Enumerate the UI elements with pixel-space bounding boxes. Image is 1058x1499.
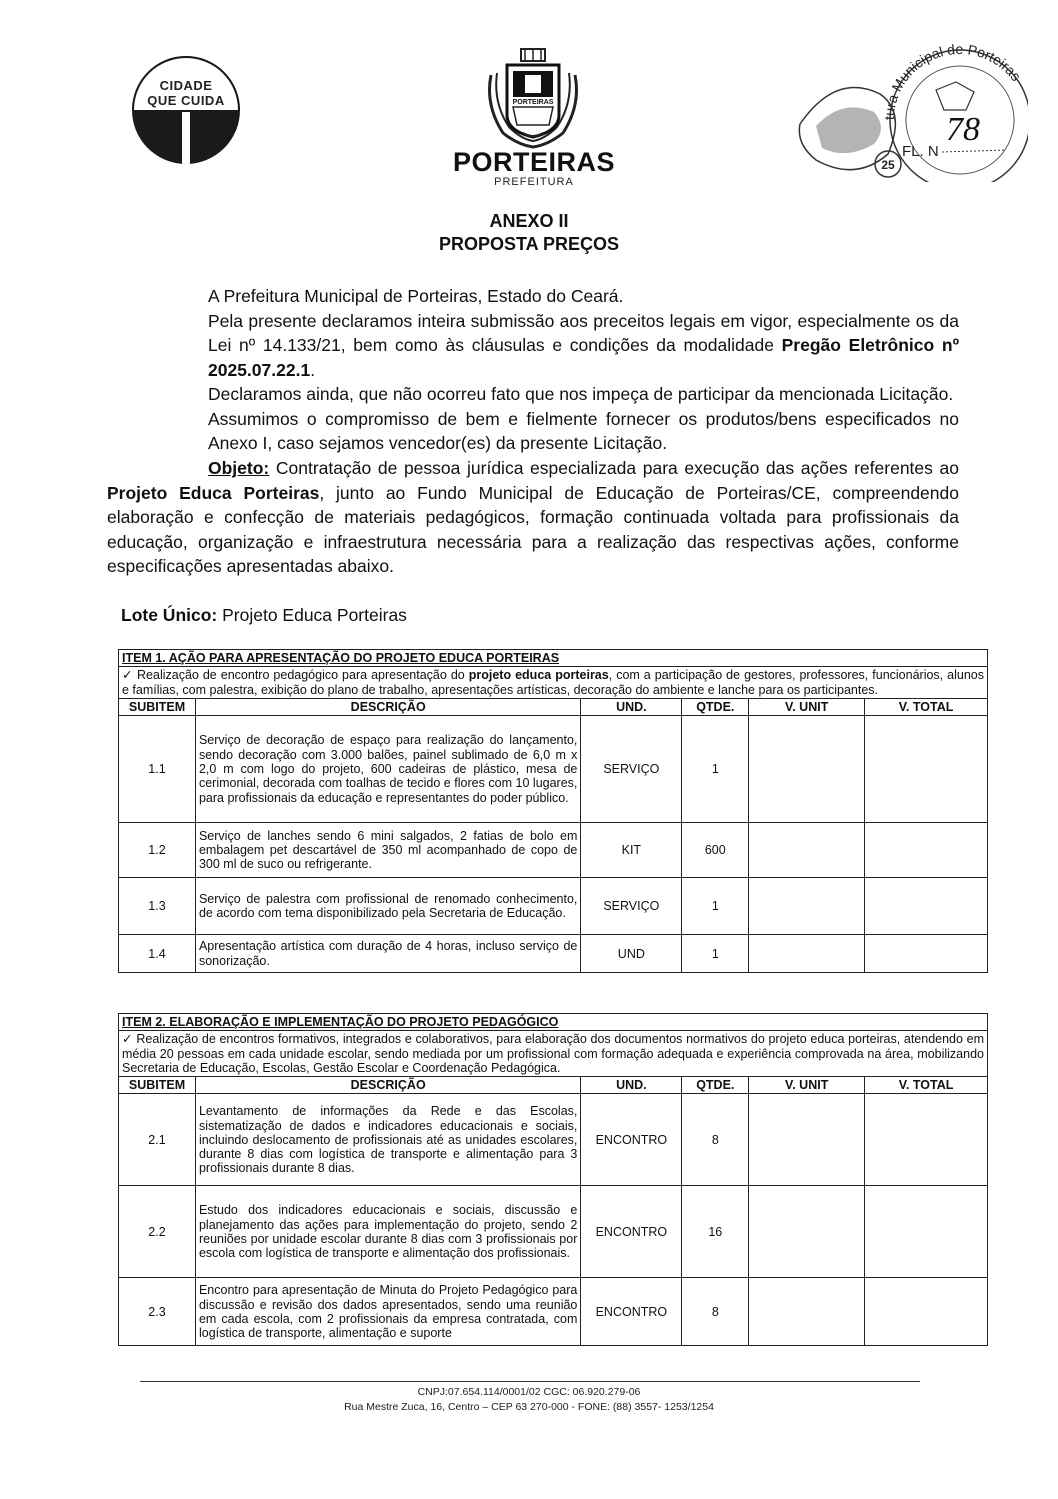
table-row: 2.2 Estudo dos indicadores educacionais e sociais, discussão e planejamento das ações para implementação do projeto, sendo 2 reuniões por unidade escolar durante 8 dias com 3 profissionais por escola com logística de transporte e alimentação dos profissionais. ENCONTRO 16 (119, 1186, 988, 1278)
intro-line1: A Prefeitura Municipal de Porteiras, Estado do Ceará. (208, 286, 624, 306)
footer-cnpj: CNPJ:07.654.114/0001/02 CGC: 06.920.279-06 (417, 1386, 641, 1398)
stamp-fl: FL. N (902, 143, 939, 160)
intro-paragraph4: Assumimos o compromisso de bem e fielmente fornecer os produtos/bens especificados no Anexo I, caso sejamos vencedor(es) da presente Licitação. (208, 408, 959, 453)
item2-note: ✓ Realização de encontros formativos, integrados e colaborativos, para elaboração dos documentos normativos do projeto educa porteiras, atendendo em média 20 pessoas em cada unidade escolar, sendo mediada por um profissional com formação adequada e experiência comprovada na área, mobilizando Secretaria de Educação, Escolas, Gestão Escolar e Coordenação Pedagógica. (119, 1031, 988, 1077)
seal-left-line2: QUE CUIDA (147, 93, 225, 108)
table-header-row: SUBITEM DESCRIÇÃO UND. QTDE. V. UNIT V. TOTAL (119, 698, 988, 715)
objeto-project-name: Projeto Educa Porteiras (107, 482, 320, 503)
stamp-signature: 78 (946, 111, 980, 148)
cidade-que-cuida-seal (132, 56, 242, 166)
footer-address: Rua Mestre Zuca, 16, Centro – CEP 63 270-000 - FONE: (88) 3557- 1253/1254 (344, 1401, 714, 1413)
brand-sub: PREFEITURA (494, 176, 574, 188)
footer-divider (140, 1381, 920, 1382)
municipal-stamp (796, 32, 1028, 182)
item2-title: ITEM 2. ELABORAÇÃO E IMPLEMENTAÇÃO DO PROJETO PEDAGÓGICO (119, 1014, 988, 1031)
pregao-number: Pregão Eletrônico nº 2025.07.22.1 (208, 335, 959, 380)
annex-subtitle: PROPOSTA PREÇOS (438, 234, 620, 254)
check-icon: ✓ (122, 1032, 133, 1047)
intro-text (107, 284, 959, 456)
item1-title: ITEM 1. AÇÃO PARA APRESENTAÇÃO DO PROJETO EDUCA PORTEIRAS (119, 650, 988, 667)
brand-block (448, 148, 620, 188)
intro-paragraph3: Declaramos ainda, que não ocorreu fato que nos impeça de participar da mencionada Licitação. (208, 384, 954, 404)
item2-table (118, 1013, 988, 1346)
objeto-paragraph: Objeto: Contratação de pessoa jurídica especializada para execução das ações referentes ao Projeto Educa Porteiras, junto ao Fundo Municipal de Educação de Porteiras/CE, compreendendo elaboração e confecção de materiais pedagógicos, formação continuada voltada para profissionais da educação, organização e infraestrutura necessária para a realização das respectivas ações, conforme especificações apresentadas abaixo. (107, 458, 959, 576)
table-row: 2.3 Encontro para apresentação de Minuta do Projeto Pedagógico para discussão e revisão dos dados apresentados, sendo uma reunião em cada escola, com 2 profissionais da empresa contratada, com logística de transporte, alimentação e suporte ENCONTRO 8 (119, 1278, 988, 1346)
lote-unico: Lote Único: Projeto Educa Porteiras (121, 605, 407, 625)
table-row: 1.3 Serviço de palestra com profissional de renomado conhecimento, de acordo com tema disponibilizado pela Secretaria de Educação. SERVIÇO 1 (119, 878, 988, 935)
svg-text:PORTEIRAS: PORTEIRAS (512, 99, 554, 106)
item1-table (118, 649, 988, 973)
seal-left-line1: CIDADE (159, 78, 213, 93)
stamp-number: 25 (881, 158, 895, 172)
table-row: 1.4 Apresentação artística com duração de 4 horas, incluso serviço de sonorização. UND 1 (119, 935, 988, 973)
table-header-row: SUBITEM DESCRIÇÃO UND. QTDE. V. UNIT V. TOTAL (119, 1077, 988, 1094)
table-row: 1.2 Serviço de lanches sendo 6 mini salgados, 2 fatias de bolo em embalagem pet descartável de 350 ml acompanhado de copo de 300 ml de suco ou refrigerante. KIT 600 (119, 823, 988, 878)
porteiras-crest-icon (483, 45, 583, 150)
check-icon: ✓ (122, 668, 134, 683)
objeto-label: Objeto: (208, 458, 270, 478)
brand-name: PORTEIRAS (452, 147, 616, 177)
stamp-arc-text: tura Municipal de Porteiras (880, 40, 1025, 121)
intro-paragraph2: Pela presente declaramos inteira submissão aos preceitos legais em vigor, especialmente os da Lei nº 14.133/21, bem como às cláusulas e condições da modalidade Pregão Eletrônico nº 2025.07.22.1. (208, 310, 959, 380)
annex-title: ANEXO II (489, 211, 569, 231)
table-row: 1.1 Serviço de decoração de espaço para realização do lançamento, sendo decoração com 3.000 balões, painel sublimado de 6,0 m x 2,0 m com logo do projeto, 600 cadeiras de plástico, mesa de cerimonial, decorada com toalhas de tecido e flores com 10 lugares, para profissionais da educação e representantes do poder público. SERVIÇO 1 (119, 716, 988, 823)
table-row: 2.1 Levantamento de informações da Rede e das Escolas, sistematização de dados e indicadores educacionais e sociais, incluindo deslocamento de profissionais até as unidades escolares, durante 8 dias com logística de transporte e alimentação para 3 profissionais durante 8 dias. ENCONTRO 8 (119, 1094, 988, 1186)
item1-note: ✓ Realização de encontro pedagógico para apresentação do projeto educa porteiras, com a participação de gestores, professores, funcionários, alunos e famílias, com palestra, exibição do plano de trabalho, apresentações artísticas, decoração do ambiente e lanche para os participantes. (119, 667, 988, 699)
